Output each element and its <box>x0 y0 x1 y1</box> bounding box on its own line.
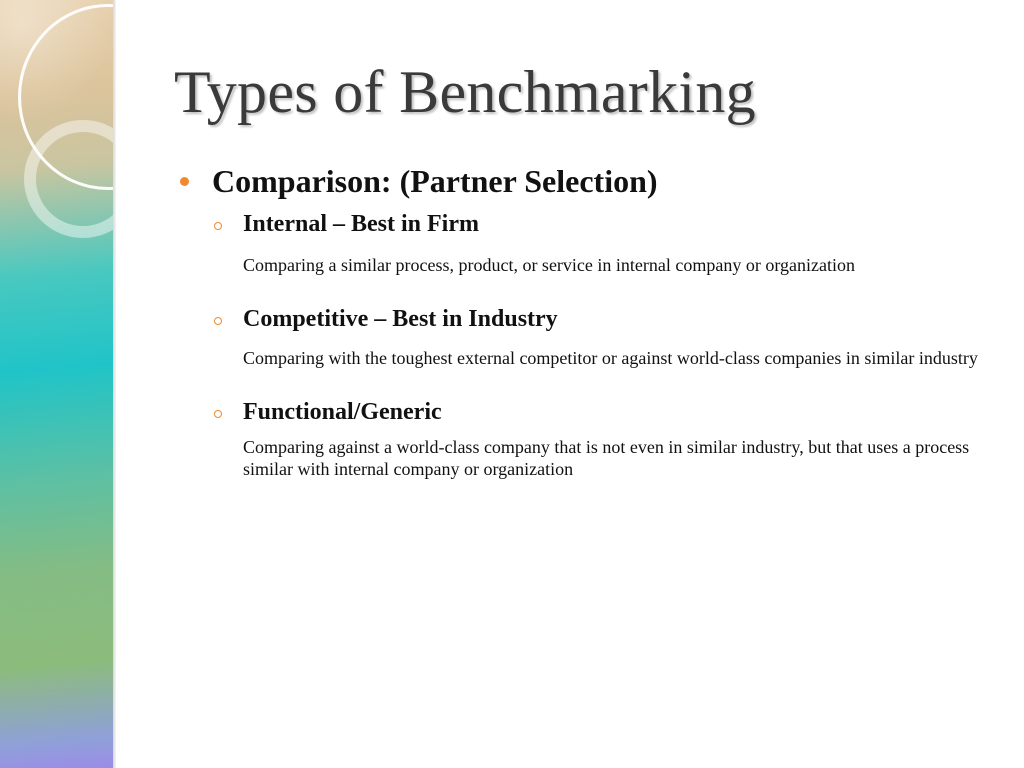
sidebar-edge <box>113 0 116 768</box>
decorative-sidebar <box>0 0 113 768</box>
description-competitive: Comparing with the toughest external competitor or against world-class companies in similar industry <box>243 348 978 368</box>
bullet-comparison-label: Comparison: (Partner Selection) <box>212 163 658 199</box>
bullet-ring-icon <box>214 222 222 230</box>
description-internal: Comparing a similar process, product, or service in internal company or organization <box>243 255 855 275</box>
bullet-ring-icon <box>214 410 222 418</box>
bullet-ring-icon <box>214 317 222 325</box>
subbullet-functional-label: Functional/Generic <box>243 399 442 425</box>
bullet-dot-icon <box>180 177 189 186</box>
slide-title: Types of Benchmarking <box>174 59 756 125</box>
subbullet-internal-label: Internal – Best in Firm <box>243 211 479 237</box>
subbullet-competitive-label: Competitive – Best in Industry <box>243 306 558 332</box>
description-functional: Comparing against a world-class company that is not even in similar industry, but that uses a process similar with internal company or organization <box>243 437 970 479</box>
